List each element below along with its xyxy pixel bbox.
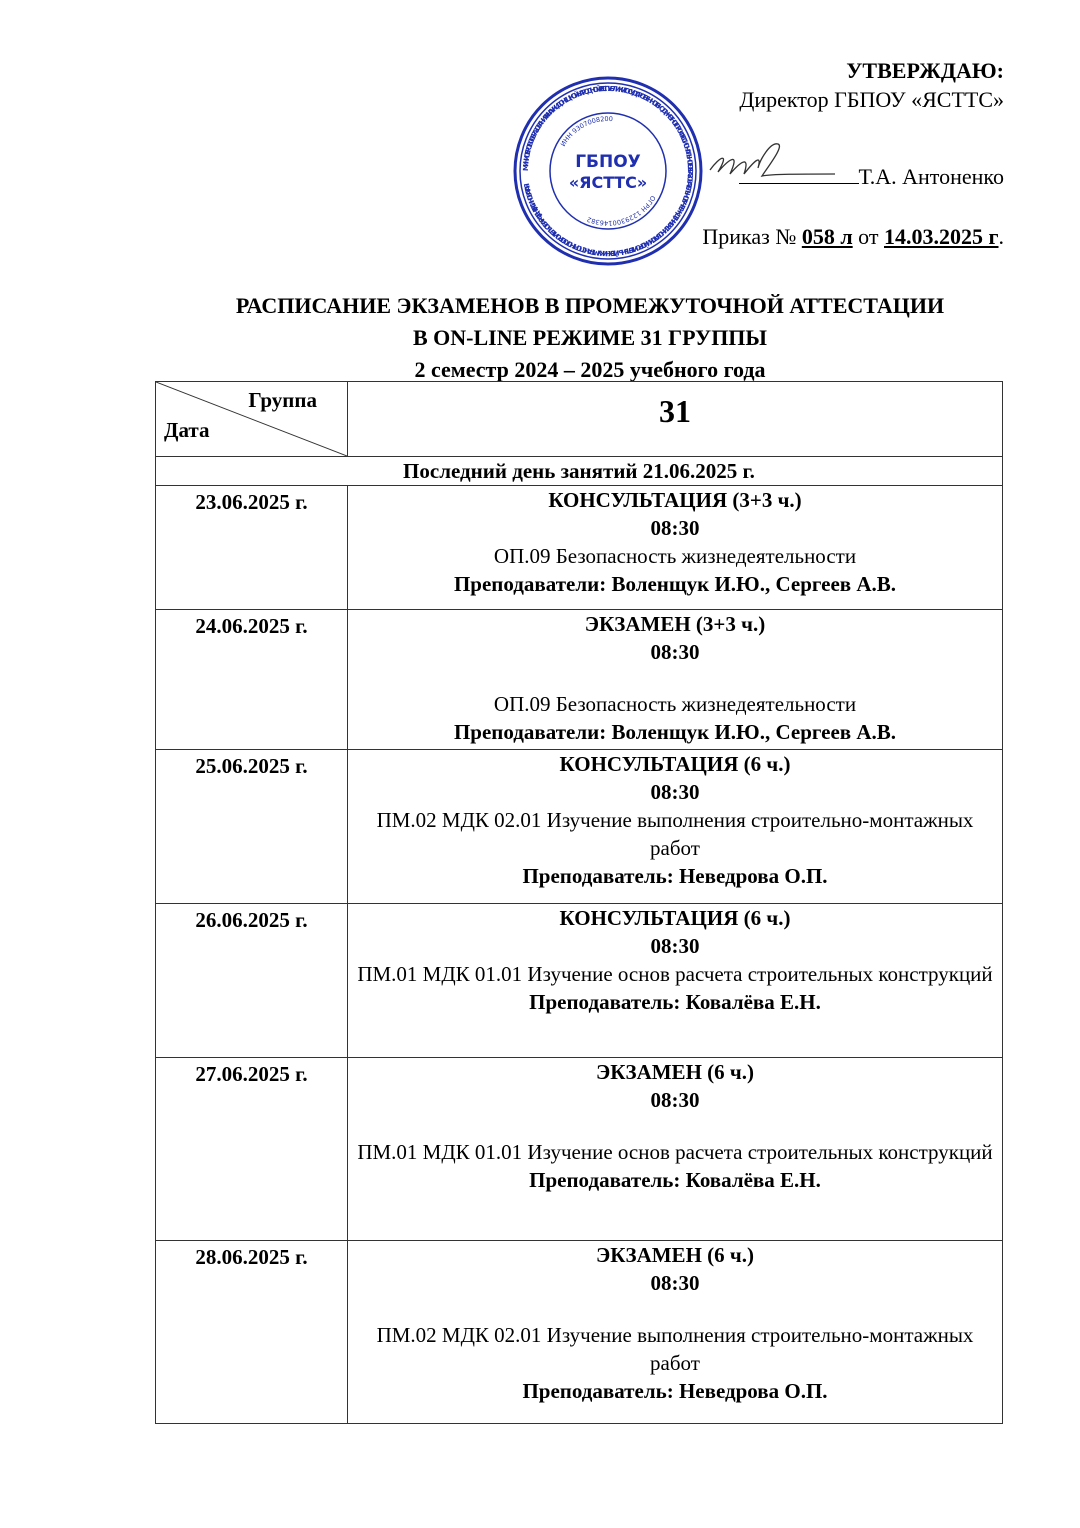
row-kind: ЭКЗАМЕН (6 ч.) — [596, 1243, 754, 1267]
signatory-name: Т.А. Антоненко — [858, 164, 1004, 189]
table-row — [156, 1241, 1003, 1424]
spacer — [352, 1297, 998, 1321]
row-details — [348, 610, 1003, 750]
title-line-2: В ON-LINE РЕЖИМЕ 31 ГРУППЫ — [412, 325, 768, 350]
row-teacher: Преподаватель: Неведрова О.П. — [522, 1379, 828, 1403]
table-row — [156, 1058, 1003, 1241]
spacer — [352, 666, 998, 690]
title-line-1: РАСПИСАНИЕ ЭКЗАМЕНОВ В ПРОМЕЖУТОЧНОЙ АТТЕСТАЦИИ — [235, 293, 945, 318]
table-row — [156, 486, 1003, 610]
row-details — [348, 1241, 1003, 1424]
signature-blank — [739, 163, 859, 184]
row-kind: КОНСУЛЬТАЦИЯ (3+3 ч.) — [548, 488, 802, 512]
row-date: 27.06.2025 г. — [156, 1058, 348, 1241]
row-kind: ЭКЗАМЕН (6 ч.) — [596, 1060, 754, 1084]
svg-text:ИНН 9307008200 — [559, 115, 613, 148]
row-subject: ПМ.01 МДК 01.01 Изучение основ расчета строительных конструкций — [357, 1140, 993, 1164]
approval-heading: УТВЕРЖДАЮ: — [846, 58, 1004, 83]
table-header-row — [156, 382, 1003, 457]
order-prefix: Приказ № — [702, 224, 797, 249]
schedule-table — [155, 381, 1003, 1424]
row-date: 25.06.2025 г. — [156, 750, 348, 904]
row-teacher: Преподаватель: Неведрова О.П. — [522, 864, 828, 888]
svg-text:ОГРН 1229300146382 — [586, 194, 657, 227]
approval-block — [584, 56, 1004, 114]
row-teacher: Преподаватель: Ковалёва Е.Н. — [529, 1168, 821, 1192]
title-line-3: 2 семестр 2024 – 2025 учебного года — [414, 357, 766, 382]
row-kind: КОНСУЛЬТАЦИЯ (6 ч.) — [559, 752, 791, 776]
row-details — [348, 486, 1003, 610]
order-line — [702, 224, 1004, 250]
stamp-inn: ИНН 9307008200 — [559, 114, 614, 148]
approval-position: Директор ГБПОУ «ЯСТТС» — [739, 87, 1004, 112]
row-date: 23.06.2025 г. — [156, 486, 348, 610]
row-time: 08:30 — [650, 780, 700, 804]
table-row — [156, 904, 1003, 1058]
row-teacher: Преподаватели: Воленщук И.Ю., Сергеев А.В. — [453, 720, 897, 744]
stamp-ogrn: ОГРН 1229300146382 — [585, 194, 657, 228]
row-date: 24.06.2025 г. — [156, 610, 348, 750]
order-from: от — [858, 224, 879, 249]
row-details — [348, 1058, 1003, 1241]
signature-line — [739, 163, 1005, 190]
row-subject: ПМ.02 МДК 02.01 Изучение выполнения строительно-монтажных работ — [376, 1323, 974, 1375]
row-time: 08:30 — [650, 1088, 700, 1112]
row-time: 08:30 — [650, 934, 700, 958]
stamp-center-line1: ГБПОУ — [575, 152, 641, 172]
row-time: 08:30 — [650, 516, 700, 540]
last-day-note: Последний день занятий 21.06.2025 г. — [156, 457, 1003, 486]
header-date-label: Дата — [164, 418, 210, 442]
row-subject: ОП.09 Безопасность жизнедеятельности — [493, 692, 857, 716]
page-title — [0, 290, 1080, 386]
stamp-center-line2: «ЯСТТС» — [568, 173, 648, 192]
table-row — [156, 750, 1003, 904]
row-date: 26.06.2025 г. — [156, 904, 348, 1058]
row-details — [348, 904, 1003, 1058]
row-teacher: Преподаватели: Воленщук И.Ю., Сергеев А.В. — [453, 572, 897, 596]
header-group-label: Группа — [248, 388, 317, 412]
row-details — [348, 750, 1003, 904]
row-subject: ПМ.02 МДК 02.01 Изучение выполнения строительно-монтажных работ — [376, 808, 974, 860]
row-kind: КОНСУЛЬТАЦИЯ (6 ч.) — [559, 906, 791, 930]
row-subject: ОП.09 Безопасность жизнедеятельности — [493, 544, 857, 568]
row-time: 08:30 — [650, 640, 700, 664]
spacer — [352, 1114, 998, 1138]
row-kind: ЭКЗАМЕН (3+3 ч.) — [584, 612, 766, 636]
table-row — [156, 610, 1003, 750]
row-time: 08:30 — [650, 1271, 700, 1295]
row-date: 28.06.2025 г. — [156, 1241, 348, 1424]
stamp-ring-text: МИНИСТЕРСТВО ОБРАЗОВАНИЯ И НАУКИ ДОНЕЦКОЙ НАРОДНОЙ РЕСПУБЛИКИ ГОСУДАРСТВЕННОЕ БЮДЖЕТНОЕ ПРОФЕССИОНАЛЬНОЕ ОБРАЗОВАТЕЛЬНОЕ УЧРЕЖДЕНИЕ «ЯСИНОВАТСКИЙ СТРОИТЕЛЬНЫЙ ТЕХНИКУМ ТРАНСПОРТНОГО СТРОИТЕЛЬСТВА» РФ, ДНР, Г. ЯСИНОВАТАЯ — [521, 84, 695, 258]
order-end: . — [998, 224, 1004, 249]
order-date: 14.03.2025 г — [884, 224, 999, 249]
row-teacher: Преподаватель: Ковалёва Е.Н. — [529, 990, 821, 1014]
row-subject: ПМ.01 МДК 01.01 Изучение основ расчета строительных конструкций — [357, 962, 993, 986]
group-number: 31 — [348, 382, 1003, 457]
header-diagonal-cell — [156, 382, 348, 457]
last-day-row — [156, 457, 1003, 486]
order-number: 058 л — [801, 224, 853, 249]
